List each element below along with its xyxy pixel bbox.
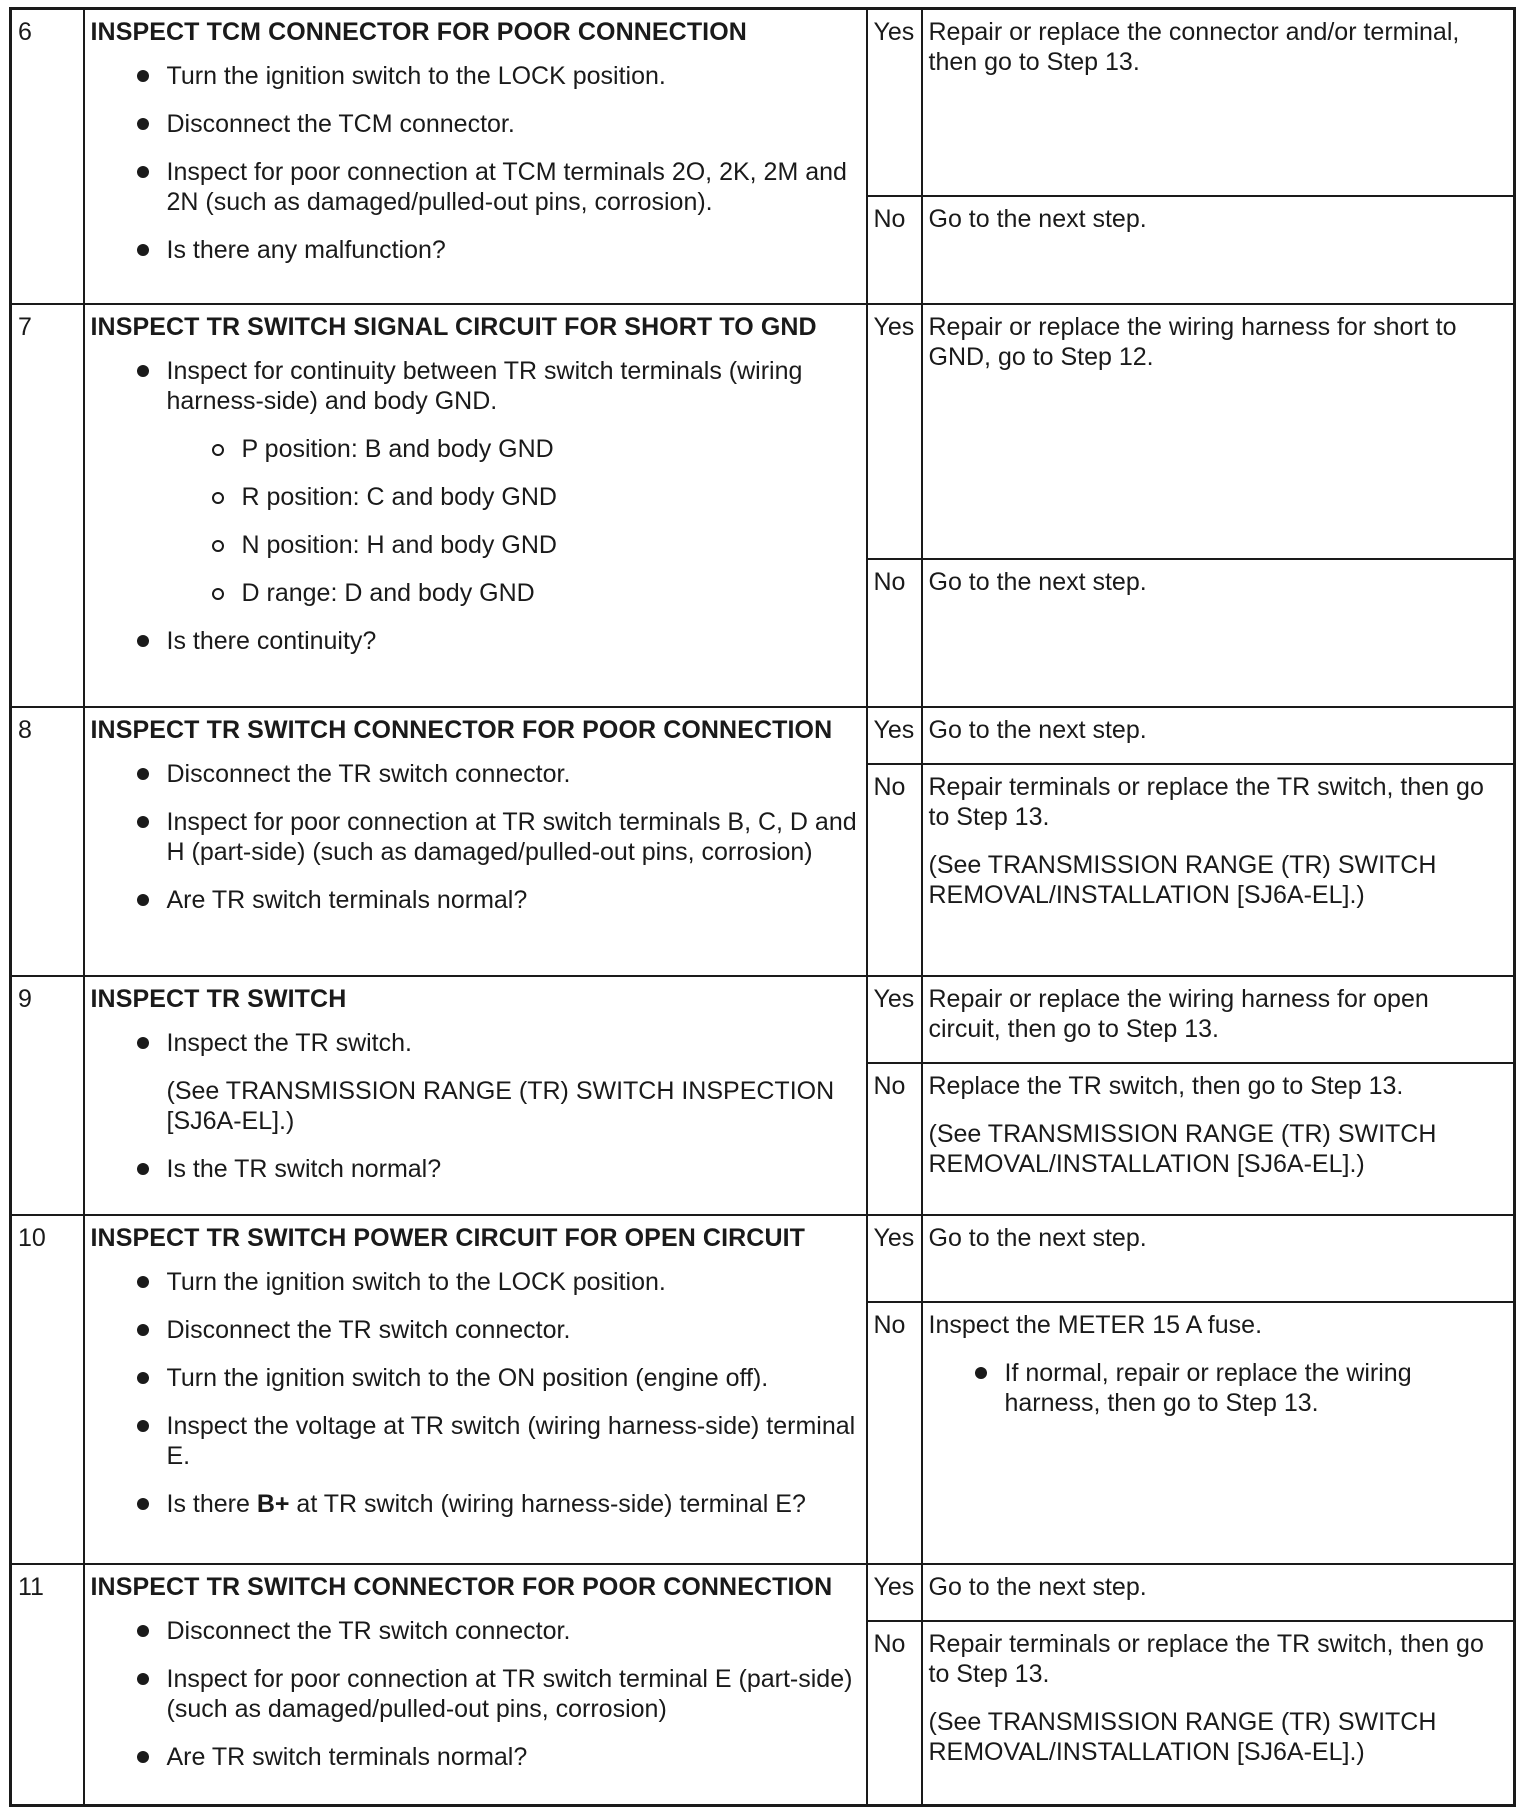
yes-action: Go to the next step. bbox=[922, 1215, 1515, 1302]
bullet-item: Disconnect the TR switch connector. bbox=[91, 759, 860, 789]
bullet-item: Are TR switch terminals normal? bbox=[91, 885, 860, 915]
step-number: 8 bbox=[11, 707, 84, 976]
step-6-row-yes bbox=[11, 9, 1515, 196]
step-title: INSPECT TCM CONNECTOR FOR POOR CONNECTION bbox=[90, 18, 747, 46]
yes-label: Yes bbox=[867, 1564, 922, 1621]
yes-label: Yes bbox=[867, 304, 922, 559]
step-10-row-yes bbox=[11, 1215, 1515, 1302]
bullet-item: Disconnect the TR switch connector. bbox=[91, 1315, 860, 1345]
step-7-row-yes bbox=[11, 304, 1515, 559]
step-title: INSPECT TR SWITCH SIGNAL CIRCUIT FOR SHORT TO GND bbox=[90, 312, 817, 341]
bullet-item: Turn the ignition switch to the ON position (engine off). bbox=[91, 1363, 860, 1393]
step-number: 11 bbox=[11, 1564, 84, 1806]
no-label: No bbox=[867, 1302, 922, 1564]
step-number: 9 bbox=[11, 976, 84, 1215]
bullet-item: Disconnect the TR switch connector. bbox=[91, 1616, 860, 1646]
yes-action: Repair or replace the connector and/or terminal, then go to Step 13. bbox=[922, 9, 1515, 196]
inspection-cell bbox=[84, 707, 867, 976]
bullet-item: Inspect for continuity between TR switch terminals (wiring harness-side) and body GND. bbox=[91, 356, 860, 416]
reference-text: (See TRANSMISSION RANGE (TR) SWITCH INSPECTION [SJ6A-EL].) bbox=[166, 1076, 835, 1135]
no-action: Go to the next step. bbox=[922, 196, 1515, 304]
bullet-item: Is there B+ at TR switch (wiring harness-side) terminal E? bbox=[91, 1489, 860, 1519]
step-9-row-yes bbox=[11, 976, 1515, 1063]
yes-label: Yes bbox=[867, 707, 922, 764]
inspection-cell bbox=[84, 1215, 867, 1564]
bullet-item: Turn the ignition switch to the LOCK position. bbox=[91, 1267, 860, 1297]
bullet-item: Inspect for poor connection at TCM terminals 2O, 2K, 2M and 2N (such as damaged/pulled-out pins, corrosion). bbox=[91, 157, 860, 217]
bullet-item: Are TR switch terminals normal? bbox=[91, 1742, 860, 1772]
yes-label: Yes bbox=[867, 1215, 922, 1302]
step-11-row-yes bbox=[11, 1564, 1515, 1621]
bullet-item: Turn the ignition switch to the LOCK position. bbox=[91, 61, 860, 91]
no-action: Go to the next step. bbox=[922, 559, 1515, 707]
yes-label: Yes bbox=[867, 976, 922, 1063]
yes-action: Go to the next step. bbox=[922, 707, 1515, 764]
bullet-item: If normal, repair or replace the wiring harness, then go to Step 13. bbox=[929, 1358, 1508, 1418]
yes-action: Go to the next step. bbox=[922, 1564, 1515, 1621]
no-label: No bbox=[867, 559, 922, 707]
sub-bullet-item: D range: D and body GND bbox=[91, 578, 860, 608]
diagnostic-procedure-table bbox=[9, 7, 1516, 1807]
bullet-item: Is there any malfunction? bbox=[91, 235, 860, 265]
inspection-cell bbox=[84, 976, 867, 1215]
no-action: Repair terminals or replace the TR switch, then go to Step 13. (See TRANSMISSION RANGE (TR) SWITCH REMOVAL/INSTALLATION [SJ6A-EL].) bbox=[922, 764, 1515, 976]
step-title: INSPECT TR SWITCH bbox=[90, 984, 347, 1013]
no-action: Replace the TR switch, then go to Step 13. (See TRANSMISSION RANGE (TR) SWITCH REMOVAL/INSTALLATION [SJ6A-EL].) bbox=[922, 1063, 1515, 1215]
inspection-cell bbox=[84, 1564, 867, 1806]
step-title: INSPECT TR SWITCH POWER CIRCUIT FOR OPEN CIRCUIT bbox=[90, 1223, 806, 1252]
bullet-item: Inspect the TR switch. bbox=[91, 1028, 860, 1058]
sub-bullet-item: R position: C and body GND bbox=[91, 482, 860, 512]
bullet-item: Inspect the voltage at TR switch (wiring harness-side) terminal E. bbox=[91, 1411, 860, 1471]
sub-bullet-item: P position: B and body GND bbox=[91, 434, 860, 464]
bullet-item: Is the TR switch normal? bbox=[91, 1154, 860, 1184]
no-action: Inspect the METER 15 A fuse. If normal, repair or replace the wiring harness, then go to Step 13. bbox=[922, 1302, 1515, 1564]
no-action: Repair terminals or replace the TR switch, then go to Step 13. (See TRANSMISSION RANGE (TR) SWITCH REMOVAL/INSTALLATION [SJ6A-EL].) bbox=[922, 1621, 1515, 1806]
no-label: No bbox=[867, 1063, 922, 1215]
yes-action: Repair or replace the wiring harness for open circuit, then go to Step 13. bbox=[922, 976, 1515, 1063]
bullet-item: Is there continuity? bbox=[91, 626, 860, 656]
step-number: 6 bbox=[11, 9, 84, 304]
yes-label: Yes bbox=[867, 9, 922, 196]
step-title: INSPECT TR SWITCH CONNECTOR FOR POOR CONNECTION bbox=[90, 715, 833, 744]
step-number: 10 bbox=[11, 1215, 84, 1564]
no-label: No bbox=[867, 196, 922, 304]
step-title: INSPECT TR SWITCH CONNECTOR FOR POOR CONNECTION bbox=[90, 1572, 833, 1601]
inspection-cell bbox=[84, 304, 867, 707]
inspection-cell bbox=[84, 9, 867, 304]
yes-action: Repair or replace the wiring harness for short to GND, go to Step 12. bbox=[922, 304, 1515, 559]
step-number: 7 bbox=[11, 304, 84, 707]
no-label: No bbox=[867, 764, 922, 976]
sub-bullet-item: N position: H and body GND bbox=[91, 530, 860, 560]
bullet-item: Inspect for poor connection at TR switch terminal E (part-side) (such as damaged/pulled-out pins, corrosion) bbox=[91, 1664, 860, 1724]
bullet-item: Inspect for poor connection at TR switch terminals B, C, D and H (part-side) (such as damaged/pulled-out pins, corrosion) bbox=[91, 807, 860, 867]
no-label: No bbox=[867, 1621, 922, 1806]
step-8-row-yes bbox=[11, 707, 1515, 764]
bullet-item: Disconnect the TCM connector. bbox=[91, 109, 860, 139]
